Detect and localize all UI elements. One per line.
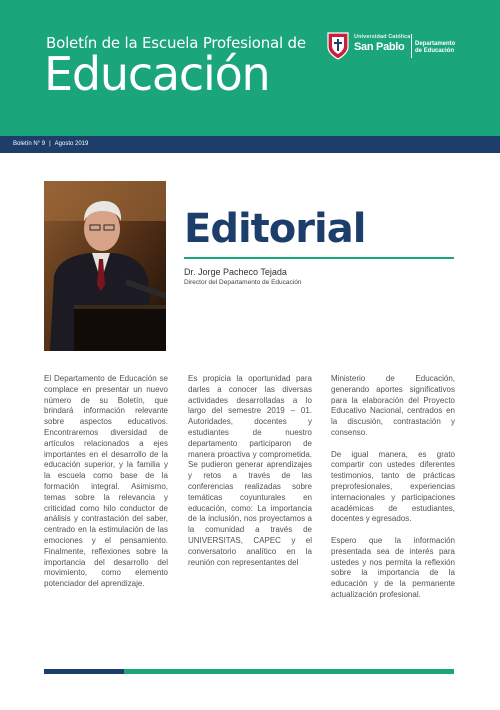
footer-rule-green — [124, 669, 454, 674]
university-logo — [326, 31, 456, 61]
article-paragraph: De igual manera, es grato compartir con ustedes diferentes testimonios, tanto de prácticas preprofesionales, experiencias internacionales y participaciones académicas de estudiantes, docentes y egresados. — [331, 449, 455, 524]
author-name: Dr. Jorge Pacheco Tejada — [184, 267, 287, 277]
issue-number: Boletín N° 9 — [13, 141, 46, 147]
masthead-supertitle: Boletín de la Escuela Profesional de — [46, 34, 306, 52]
logo-divider — [411, 34, 412, 58]
masthead-title: Educación — [44, 47, 270, 101]
university-name-line1: Universidad Católica — [354, 34, 411, 40]
article-column-1 — [44, 374, 168, 601]
issue-date: Agosto 2019 — [54, 141, 89, 147]
masthead — [0, 0, 500, 136]
author-photo — [44, 181, 166, 351]
article-column-3 — [331, 374, 455, 612]
section-heading: Editorial — [184, 206, 366, 252]
heading-rule — [184, 257, 454, 259]
article-paragraph: Espero que la información presentada sea de interés para ustedes y nos permita la reflexión sobre la importancia de la educación y de la permanente actualización profesional. — [331, 535, 455, 599]
speaker-portrait-photo-icon — [44, 181, 166, 351]
issue-info — [13, 141, 88, 147]
issue-separator: | — [49, 141, 51, 147]
author-role: Director del Departamento de Educación — [184, 279, 302, 286]
university-name-line2: San Pablo — [354, 41, 405, 53]
university-shield-logo-icon — [326, 31, 350, 61]
article-paragraph-continued: Ministerio de Educación, generando aportes significativos para la elaboración del Proyecto Educativo Nacional, centrados en la discusión, contrastación y consenso. — [331, 374, 455, 437]
department-name-line1: Departamento — [415, 41, 456, 47]
article-paragraph: Es propicia la oportunidad para darles a conocer las diversas actividades desarrolladas a lo largo del semestre 2019 – 01. Autoridades, docentes y estudiantes de nuestro departamento participaron de manera proactiva y comprometida. Se pudieron generar aprendizajes y retos a través de las conferencias realizadas sobre temáticas coyunturales en educación, como: La importancia de la inclusión, nos proyectamos a la comunidad a través de UNIVERSITAS, CAPEC y el conversatorio analítico en la reunión con representantes del — [188, 374, 312, 567]
article-paragraph: El Departamento de Educación se complace en presentar un nuevo número de su Boletín, que brindará información relevante sobre aspectos educativos. Encontraremos diversidad de artículos relacionados a ejes importantes en el desarrollo de la educación superior, y la familia y la escuela como base de la formación integral. Asimismo, temas sobre la relevancia y criticidad como hilo conductor de análisis y contrastación del saber, centrado en la estimulación de las emociones y el pensamiento. Finalmente, reflexiones sobre la importancia del desarrollo del movimiento, como elemento potenciador del aprendizaje. — [44, 374, 168, 589]
article-column-2 — [188, 374, 312, 579]
footer-rule-navy — [44, 669, 124, 674]
department-name-line2: de Educación — [415, 48, 455, 54]
